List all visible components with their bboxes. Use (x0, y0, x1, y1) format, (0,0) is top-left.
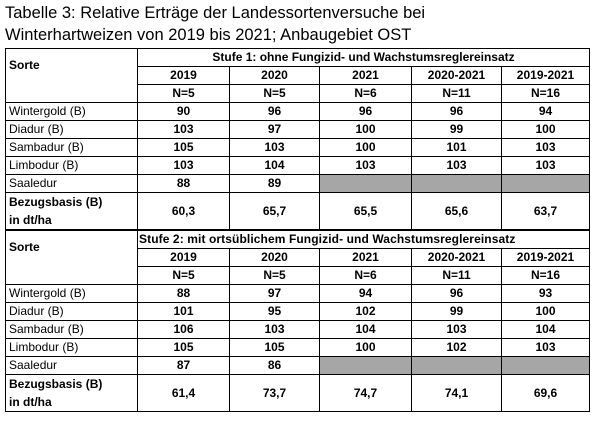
section-1-title-row (6, 49, 590, 67)
basis-label (6, 375, 138, 412)
value-cell: 101 (138, 303, 230, 321)
basis-value: 65,7 (230, 193, 320, 231)
basis-label-line-2: in dt/ha (9, 213, 52, 227)
value-cell: 106 (138, 321, 230, 339)
basis-value: 61,4 (138, 375, 230, 412)
value-cell: 103 (230, 321, 320, 339)
basis-value: 65,5 (320, 193, 412, 231)
variety-name: Limbodur (B) (6, 157, 138, 175)
n-count: N=5 (230, 267, 320, 285)
basis-value: 65,6 (412, 193, 502, 231)
n-count: N=16 (502, 85, 590, 103)
value-cell: 87 (138, 357, 230, 375)
table-caption (5, 2, 425, 46)
section-2-title-row (6, 230, 590, 249)
n-count: N=5 (138, 267, 230, 285)
value-cell: 103 (412, 157, 502, 175)
value-cell: 103 (412, 321, 502, 339)
yield-table (5, 48, 590, 412)
value-cell: 86 (230, 357, 320, 375)
year-header: 2020 (230, 67, 320, 85)
table-row (6, 175, 590, 193)
value-cell: 100 (320, 121, 412, 139)
year-header: 2020-2021 (412, 67, 502, 85)
n-count: N=16 (502, 267, 590, 285)
value-cell: 103 (502, 339, 590, 357)
variety-name: Wintergold (B) (6, 103, 138, 121)
year-header: 2020-2021 (412, 249, 502, 267)
value-cell: 102 (412, 339, 502, 357)
n-count: N=5 (230, 85, 320, 103)
value-cell: 89 (230, 175, 320, 193)
value-cell: 104 (320, 321, 412, 339)
value-cell: 96 (320, 103, 412, 121)
value-cell: 94 (502, 103, 590, 121)
basis-label-line-1: Bezugsbasis (B) (9, 195, 103, 209)
variety-name: Saaledur (6, 357, 138, 375)
caption-line-1: Tabelle 3: Relative Erträge der Landessortenversuche bei (5, 4, 426, 22)
value-cell: 97 (230, 121, 320, 139)
year-header: 2019-2021 (502, 67, 590, 85)
value-cell: 94 (320, 285, 412, 303)
value-cell: 105 (230, 339, 320, 357)
basis-label-line-2: in dt/ha (9, 395, 52, 409)
value-cell: 103 (502, 139, 590, 157)
year-header: 2019 (138, 249, 230, 267)
section-1-basis-row (6, 193, 590, 231)
variety-name: Saaledur (6, 175, 138, 193)
year-header: 2020 (230, 249, 320, 267)
value-cell: 103 (138, 157, 230, 175)
table-row (6, 103, 590, 121)
table-row (6, 339, 590, 357)
variety-name: Limbodur (B) (6, 339, 138, 357)
value-cell: 104 (502, 321, 590, 339)
year-header: 2019 (138, 67, 230, 85)
basis-value: 74,7 (320, 375, 412, 412)
n-count: N=11 (412, 85, 502, 103)
value-cell: 100 (320, 139, 412, 157)
value-cell: 103 (502, 157, 590, 175)
variety-name: Sambadur (B) (6, 139, 138, 157)
empty-cell (502, 357, 590, 375)
value-cell: 100 (320, 339, 412, 357)
value-cell: 104 (230, 157, 320, 175)
year-header: 2021 (320, 67, 412, 85)
value-cell: 88 (138, 285, 230, 303)
section-1-title: Stufe 1: ohne Fungizid- und Wachstumsreglereinsatz (138, 49, 590, 67)
caption-line-2: Winterhartweizen von 2019 bis 2021; Anbaugebiet OST (5, 26, 412, 44)
basis-value: 69,6 (502, 375, 590, 412)
table-row (6, 303, 590, 321)
basis-value: 63,7 (502, 193, 590, 231)
section-2-title: Stufe 2: mit ortsüblichem Fungizid- und Wachstumsreglereinsatz (138, 230, 590, 249)
empty-cell (412, 357, 502, 375)
value-cell: 95 (230, 303, 320, 321)
n-count: N=11 (412, 267, 502, 285)
value-cell: 96 (230, 103, 320, 121)
variety-name: Wintergold (B) (6, 285, 138, 303)
variety-name: Diadur (B) (6, 303, 138, 321)
variety-name: Diadur (B) (6, 121, 138, 139)
empty-cell (320, 357, 412, 375)
basis-value: 60,3 (138, 193, 230, 231)
table-row (6, 157, 590, 175)
table-row (6, 121, 590, 139)
value-cell: 103 (138, 121, 230, 139)
year-header: 2019-2021 (502, 249, 590, 267)
table-row (6, 285, 590, 303)
value-cell: 100 (502, 303, 590, 321)
basis-value: 74,1 (412, 375, 502, 412)
value-cell: 100 (502, 121, 590, 139)
basis-label-line-1: Bezugsbasis (B) (9, 377, 103, 391)
value-cell: 103 (320, 157, 412, 175)
value-cell: 101 (412, 139, 502, 157)
sorte-header: Sorte (6, 230, 138, 285)
value-cell: 96 (412, 103, 502, 121)
variety-name: Sambadur (B) (6, 321, 138, 339)
empty-cell (320, 175, 412, 193)
basis-label (6, 193, 138, 231)
value-cell: 105 (138, 339, 230, 357)
basis-value: 73,7 (230, 375, 320, 412)
value-cell: 96 (412, 285, 502, 303)
table-row (6, 139, 590, 157)
value-cell: 103 (230, 139, 320, 157)
value-cell: 93 (502, 285, 590, 303)
sorte-header: Sorte (6, 49, 138, 103)
n-count: N=5 (138, 85, 230, 103)
value-cell: 99 (412, 121, 502, 139)
value-cell: 105 (138, 139, 230, 157)
value-cell: 97 (230, 285, 320, 303)
value-cell: 88 (138, 175, 230, 193)
section-2-basis-row (6, 375, 590, 412)
table-row (6, 357, 590, 375)
value-cell: 99 (412, 303, 502, 321)
value-cell: 90 (138, 103, 230, 121)
table-row (6, 321, 590, 339)
n-count: N=6 (320, 267, 412, 285)
empty-cell (502, 175, 590, 193)
empty-cell (412, 175, 502, 193)
year-header: 2021 (320, 249, 412, 267)
value-cell: 102 (320, 303, 412, 321)
n-count: N=6 (320, 85, 412, 103)
